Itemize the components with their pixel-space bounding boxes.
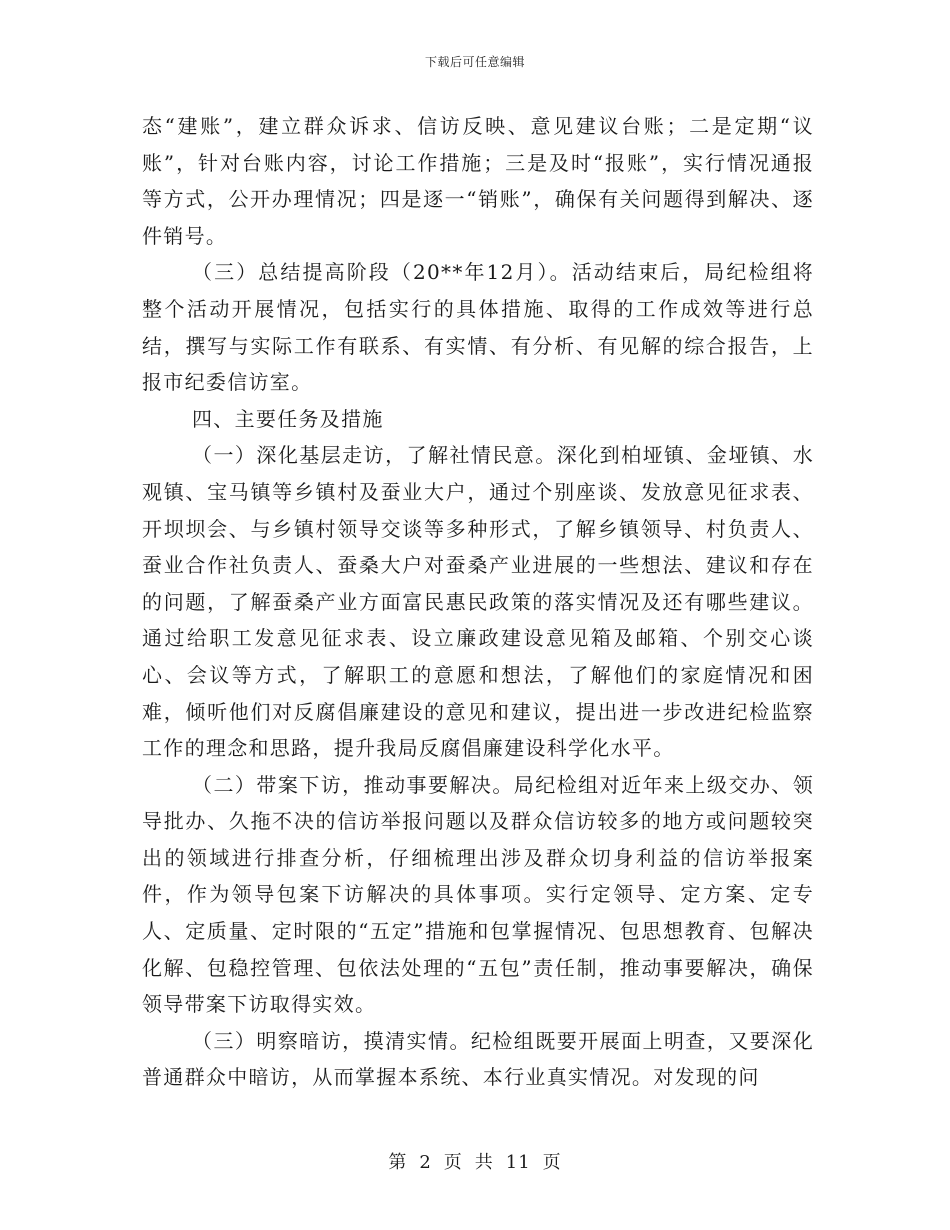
page-footer [0, 1148, 950, 1174]
paragraph-open-secret-visits: （三）明察暗访，摸清实情。纪检组既要开展面上明查，又要深化普通群众中暗访，从而掌握本系统、本行业真实情况。对发现的问 [142, 1028, 814, 1090]
footer-total-pages: 11 [505, 1152, 531, 1173]
page-header: 下载后可任意编辑 [424, 55, 525, 69]
footer-total-prefix: 共 [474, 1152, 494, 1173]
document-body [142, 108, 814, 1096]
section-heading-main-tasks: 四、主要任务及措施 [192, 406, 384, 431]
footer-page-number: 2 [419, 1152, 432, 1173]
footer-page-label: 页 [443, 1152, 463, 1173]
paragraph-case-visits: （二）带案下访，推动事要解决。局纪检组对近年来上级交办、领导批办、久拖不决的信访举报问题以及群众信访较多的地方或问题较突出的领域进行排查分析，仔细梳理出涉及群众切身利益的信访举报案件，作为领导包案下访解决的具体事项。实行定领导、定方案、定专人、定质量、定时限的“五定”措施和包掌握情况、包思想教育、包解决化解、包稳控管理、包依法处理的“五包”责任制，推动事要解决，确保领导带案下访取得实效。 [142, 772, 814, 1017]
paragraph-grassroots-visits: （一）深化基层走访，了解社情民意。深化到柏垭镇、金垭镇、水观镇、宝马镇等乡镇村及蚕业大户，通过个别座谈、发放意见征求表、开坝坝会、与乡镇村领导交谈等多种形式，了解乡镇领导、村负责人、蚕业合作社负责人、蚕桑大户对蚕桑产业进展的一些想法、建议和存在的问题，了解蚕桑产业方面富民惠民政策的落实情况及还有哪些建议。通过给职工发意见征求表、设立廉政建设意见箱及邮箱、个别交心谈心、会议等方式，了解职工的意愿和想法，了解他们的家庭情况和困难，倾听他们对反腐倡廉建设的意见和建议，提出进一步改进纪检监察工作的理念和思路，提升我局反腐倡廉建设科学化水平。 [142, 443, 814, 761]
paragraph-continuation: 态“建账”，建立群众诉求、信访反映、意见建议台账；二是定期“议账”，针对台账内容，讨论工作措施；三是及时“报账”，实行情况通报等方式，公开办理情况；四是逐一“销账”，确保有关问题得到解决、逐件销号。 [142, 114, 814, 248]
footer-prefix: 第 [388, 1152, 408, 1173]
paragraph-summary-stage: （三）总结提高阶段（20**年12月）。活动结束后，局纪检组将整个活动开展情况，包括实行的具体措施、取得的工作成效等进行总结，撰写与实际工作有联系、有实情、有分析、有见解的综合报告，上报市纪委信访室。 [142, 260, 814, 395]
footer-suffix: 页 [542, 1152, 562, 1173]
